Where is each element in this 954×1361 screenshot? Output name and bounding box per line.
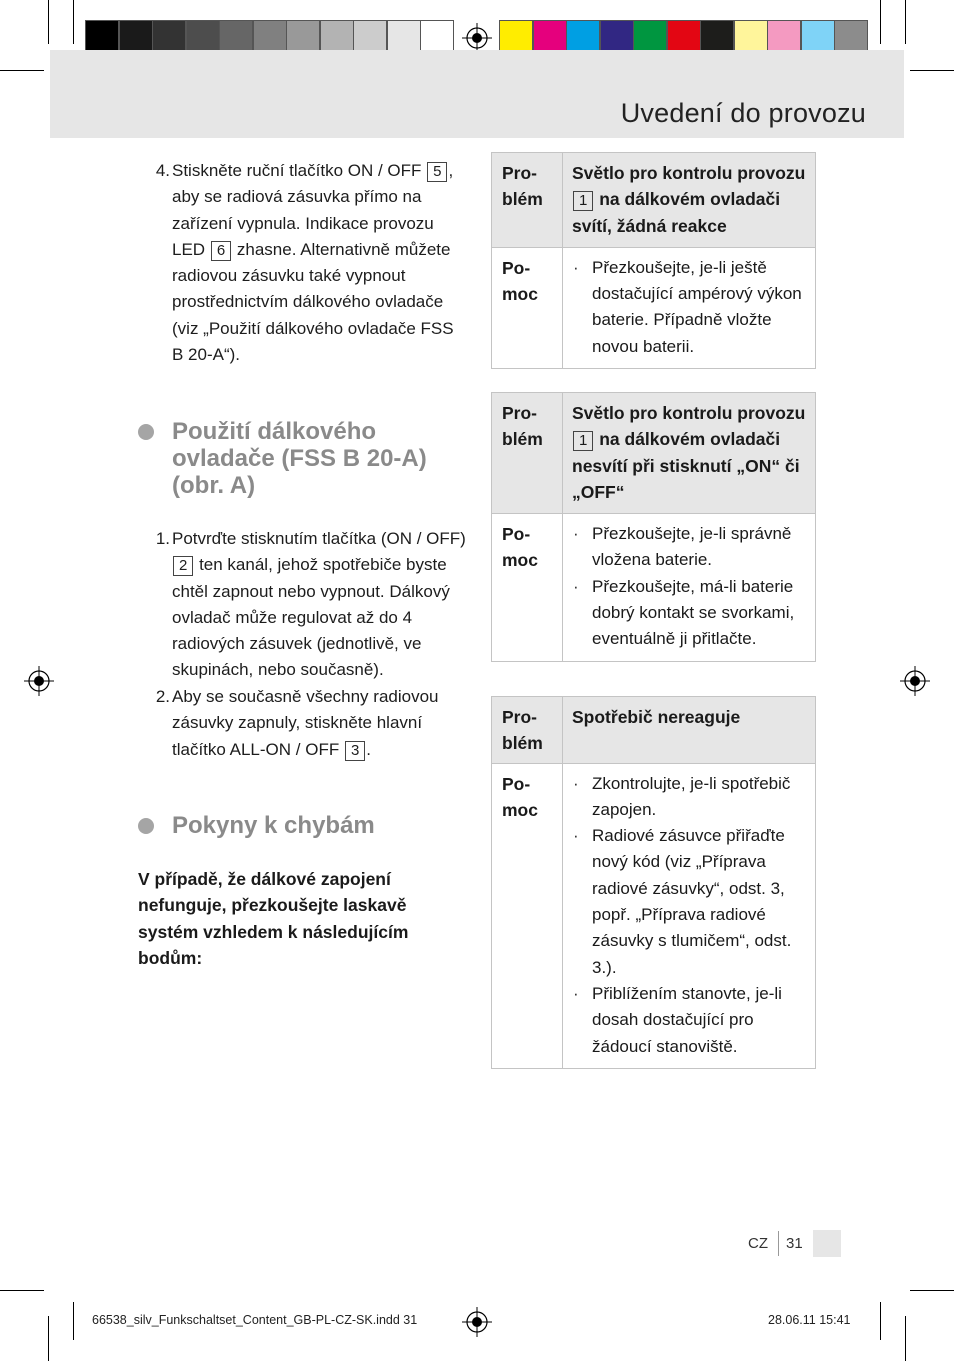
help-row <box>492 247 815 368</box>
crop-mark <box>0 1290 44 1291</box>
color-swatch <box>834 20 868 53</box>
intro-paragraph: V případě, že dálkové zapojení nefunguje, přezkoušejte laskavě systém vzhledem k následujícím bodům: <box>138 869 409 969</box>
registration-mark-icon <box>462 1307 492 1337</box>
page-title: Uvedení do provozu <box>620 98 866 128</box>
gray-swatch <box>119 20 153 53</box>
help-list <box>563 764 815 1068</box>
color-swatch <box>533 20 567 53</box>
ref-number-box: 5 <box>427 162 447 182</box>
color-swatch <box>767 20 801 53</box>
section-bullet-icon <box>138 424 154 440</box>
text-fragment: na dálkovém ovladači nesvítí při stisknutí „ON“ či „OFF“ <box>572 429 800 502</box>
gray-swatch <box>353 20 387 53</box>
registration-mark-icon <box>24 666 54 696</box>
text-fragment: ten kanál, jehož spotřebiče byste chtěl zapnout nebo vypnout. Dálkový ovladač může regulovat až do 4 radiových zásuvek (jednotlivě, ve skupinách, nebo současně). <box>172 555 450 680</box>
text-fragment: Světlo pro kontrolu provozu <box>572 163 806 183</box>
ref-number-box: 6 <box>211 241 231 261</box>
color-swatch <box>499 20 533 53</box>
text-fragment: Potvrďte stisknutím tlačítka (ON / OFF) <box>172 529 466 548</box>
troubleshoot-table-1 <box>491 152 816 369</box>
help-list <box>563 248 815 368</box>
help-label: Po- moc <box>492 514 563 660</box>
text-fragment: na dálkovém ovladači svítí, žádná reakce <box>572 189 781 236</box>
color-swatch <box>600 20 634 53</box>
troubleshoot-table-2 <box>491 392 816 662</box>
problem-text <box>563 697 815 763</box>
problem-label: Pro- blém <box>492 153 563 247</box>
ref-number-box: 2 <box>173 556 193 576</box>
list-item: · Přezkoušejte, je-li správně vložena baterie. <box>572 521 807 574</box>
ref-number-box: 3 <box>345 741 365 761</box>
list-number: 2. <box>155 687 170 706</box>
text-fragment: Aby se současně všechny radiovou zásuvky zapnuly, stiskněte hlavní tlačítko ALL-ON / OFF <box>172 687 439 759</box>
ref-number-box: 1 <box>573 431 593 451</box>
list-number: 1. <box>155 529 170 548</box>
page-number: 31 <box>786 1235 803 1252</box>
ref-number-box: 1 <box>573 191 593 211</box>
gray-swatch <box>152 20 186 53</box>
crop-mark <box>905 0 906 44</box>
slug-filename: 66538_silv_Funkschaltset_Content_GB-PL-CZ-SK.indd 31 <box>92 1313 418 1327</box>
list-item: · Přezkoušejte, má-li baterie dobrý kontakt se svorkami, eventuálně ji přitlačte. <box>572 574 807 653</box>
problem-label: Pro- blém <box>492 393 563 513</box>
help-row <box>492 763 815 1068</box>
crop-mark <box>48 0 49 44</box>
footer-language: CZ <box>748 1235 768 1252</box>
problem-label: Pro- blém <box>492 697 563 763</box>
crop-mark <box>73 1302 74 1340</box>
text-fragment: Světlo pro kontrolu provozu <box>572 403 806 423</box>
list-item: · Zkontrolujte, je-li spotřebič zapojen. <box>572 771 807 824</box>
list-text <box>172 158 468 368</box>
problem-row <box>492 153 815 247</box>
text-fragment: Stiskněte ruční tlačítko ON / OFF <box>172 161 422 180</box>
registration-mark-icon <box>900 666 930 696</box>
list-item: · Přiblížením stanovte, je-li dosah dostačující pro žádoucí stanoviště. <box>572 981 807 1060</box>
list-text <box>172 684 468 763</box>
color-swatch <box>801 20 835 53</box>
section-heading: Pokyny k chybám <box>172 812 375 839</box>
list-item: · Radiové zásuvce přiřaďte nový kód (viz „Příprava radiové zásuvky“, odst. 3, popř. „Příprava radiové zásuvky s tlumičem“, odst. 3.). <box>572 823 807 981</box>
text-fragment: . <box>366 739 372 759</box>
list-item: · Přezkoušejte, je-li ještě dostačující ampérový výkon baterie. Případně vložte novou baterii. <box>572 255 807 360</box>
crop-mark <box>0 70 44 71</box>
help-label: Po- moc <box>492 764 563 1068</box>
crop-mark <box>910 70 954 71</box>
list-text <box>172 526 468 684</box>
crop-mark <box>48 1316 49 1361</box>
gray-swatch <box>320 20 354 53</box>
gray-swatch <box>219 20 253 53</box>
list-number: 4. <box>155 161 170 180</box>
footer-divider <box>778 1231 779 1256</box>
color-swatch <box>700 20 734 53</box>
gray-swatch <box>286 20 320 53</box>
troubleshoot-table-3 <box>491 696 816 1069</box>
text-fragment: , aby se radiová zásuvka přímo na zařízení vypnula. Indikace provozu LED <box>172 161 454 259</box>
section-heading: Použití dálkového ovladače (FSS B 20-A) (obr. A) <box>172 418 427 499</box>
color-swatch <box>566 20 600 53</box>
gray-swatch <box>85 20 119 53</box>
help-list <box>563 514 815 660</box>
crop-mark <box>905 1316 906 1361</box>
color-swatch <box>734 20 768 53</box>
footer-tab-marker <box>813 1230 841 1257</box>
crop-mark <box>910 1290 954 1291</box>
problem-row <box>492 393 815 513</box>
section-bullet-icon <box>138 818 154 834</box>
text-fragment: zhasne. Alternativně můžete radiovou zásuvku také vypnout prostřednictvím dálkového ovladače (viz „Použití dálkového ovladače FSS B 20-A“). <box>172 239 454 365</box>
crop-mark <box>880 0 881 44</box>
crop-mark <box>73 0 74 44</box>
gray-swatch <box>420 20 454 53</box>
gray-swatch <box>186 20 220 53</box>
color-swatch <box>667 20 701 53</box>
gray-swatch <box>253 20 287 53</box>
gray-swatch <box>387 20 421 53</box>
text-fragment: Spotřebič nereaguje <box>572 707 741 727</box>
slug-date: 28.06.11 15:41 <box>768 1313 851 1327</box>
problem-text <box>563 393 815 513</box>
help-row <box>492 513 815 660</box>
help-label: Po- moc <box>492 248 563 368</box>
problem-text <box>563 153 815 247</box>
registration-mark-icon <box>462 23 492 53</box>
problem-row <box>492 697 815 763</box>
crop-mark <box>880 1302 881 1340</box>
color-swatch <box>633 20 667 53</box>
